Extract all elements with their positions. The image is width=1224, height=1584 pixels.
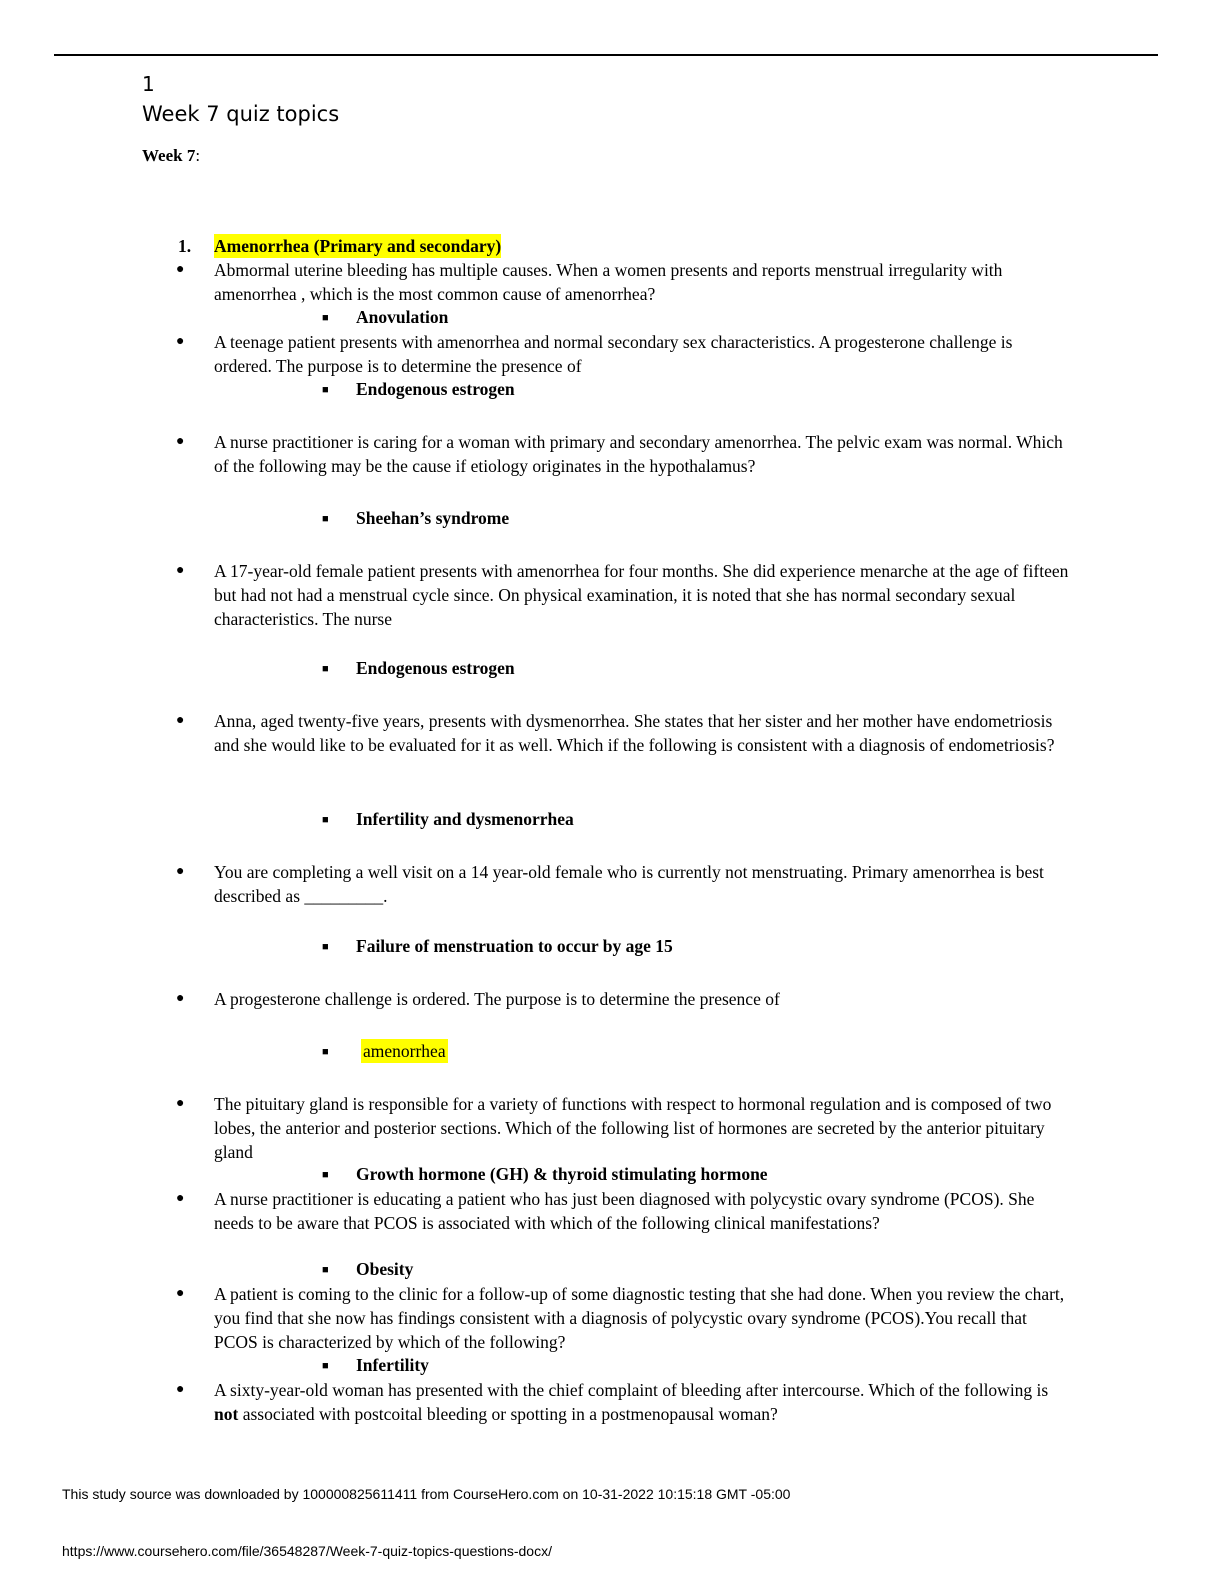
source-url[interactable]: https://www.coursehero.com/file/36548287/Week-7-quiz-topics-questions-docx/ [62,1543,552,1559]
question-text: A sixty-year-old woman has presented with the chief complaint of bleeding after intercourse. Which of the following is not associated with postcoital bleeding or spotting in a postmenopausal woman? [214,1380,1049,1424]
week-label: Week 7: [142,146,201,165]
square-bullet-icon: ■ [322,663,329,675]
question-text: The pituitary gland is responsible for a variety of functions with respect to hormonal regulation and is composed of two lobes, the anterior and posterior sections. Which of the following list of hormones are secreted by the anterior pituitary gland [214,1094,1052,1162]
answer-text: Anovulation [356,307,449,327]
question-text: A 17-year-old female patient presents with amenorrhea for four months. She did experience menarche at the age of fifteen but had not had a menstrual cycle since. On physical examination, it is noted that she has normal secondary sexual characteristics. The nurse [214,561,1069,629]
answer-text: Infertility [356,1355,429,1375]
square-bullet-icon: ■ [322,1169,329,1181]
download-notice: This study source was downloaded by 100000825611411 from CourseHero.com on 10-31-2022 10:15:18 GMT -05:00 [62,1486,791,1502]
header-rule [54,54,1158,56]
square-bullet-icon: ■ [322,814,329,826]
question-text: Abmormal uterine bleeding has multiple causes. When a women presents and reports menstrual irregularity with amenorrhea , which is the most common cause of amenorrhea? [214,260,1003,304]
disc-bullet-icon: ● [176,262,185,277]
answer-text-highlighted: amenorrhea [363,1041,446,1061]
square-bullet-icon: ■ [322,1046,329,1058]
square-bullet-icon: ■ [322,941,329,953]
disc-bullet-icon: ● [176,1096,185,1111]
disc-bullet-icon: ● [176,334,185,349]
square-bullet-icon: ■ [322,1264,329,1276]
square-bullet-icon: ■ [322,1360,329,1372]
disc-bullet-icon: ● [176,1191,185,1206]
disc-bullet-icon: ● [176,563,185,578]
disc-bullet-icon: ● [176,713,185,728]
answer-text: Sheehan’s syndrome [356,508,510,528]
answer-text: Endogenous estrogen [356,658,515,678]
disc-bullet-icon: ● [176,864,185,879]
question-text: A progesterone challenge is ordered. The purpose is to determine the presence of [214,989,780,1009]
answer-text: Growth hormone (GH) & thyroid stimulating hormone [356,1164,768,1184]
answer-text: Failure of menstruation to occur by age 15 [356,936,673,956]
question-text: A patient is coming to the clinic for a follow-up of some diagnostic testing that she had done. When you review the chart, you find that she now has findings consistent with a diagnosis of polycystic ovary syndrome (PCOS).You recall that PCOS is characterized by which of the following? [214,1284,1065,1352]
question-text: You are completing a well visit on a 14 year-old female who is currently not menstruating. Primary amenorrhea is best described as _________. [214,862,1044,906]
question-text: A nurse practitioner is caring for a woman with primary and secondary amenorrhea. The pelvic exam was normal. Which of the following may be the cause if etiology originates in the hypothalamus? [214,432,1063,476]
question-text: Anna, aged twenty-five years, presents with dysmenorrhea. She states that her sister and her mother have endometriosis and she would like to be evaluated for it as well. Which if the following is consistent with a diagnosis of endometriosis? [214,711,1055,755]
document-title: Week 7 quiz topics [142,102,340,126]
answer-text: Endogenous estrogen [356,379,515,399]
disc-bullet-icon: ● [176,434,185,449]
square-bullet-icon: ■ [322,384,329,396]
disc-bullet-icon: ● [176,1382,185,1397]
answer-text: Infertility and dysmenorrhea [356,809,574,829]
disc-bullet-icon: ● [176,991,185,1006]
answer-text: Obesity [356,1259,414,1279]
question-text: A teenage patient presents with amenorrhea and normal secondary sex characteristics. A progesterone challenge is ordered. The purpose is to determine the presence of [214,332,1013,376]
square-bullet-icon: ■ [322,312,329,324]
page-number: 1 [142,72,155,96]
question-text: A nurse practitioner is educating a patient who has just been diagnosed with polycystic ovary syndrome (PCOS). She needs to be aware that PCOS is associated with which of the following clinical manifestations? [214,1189,1035,1233]
section-number: 1. [178,236,192,256]
square-bullet-icon: ■ [322,513,329,525]
section-heading: Amenorrhea (Primary and secondary) [214,236,502,256]
disc-bullet-icon: ● [176,1286,185,1301]
